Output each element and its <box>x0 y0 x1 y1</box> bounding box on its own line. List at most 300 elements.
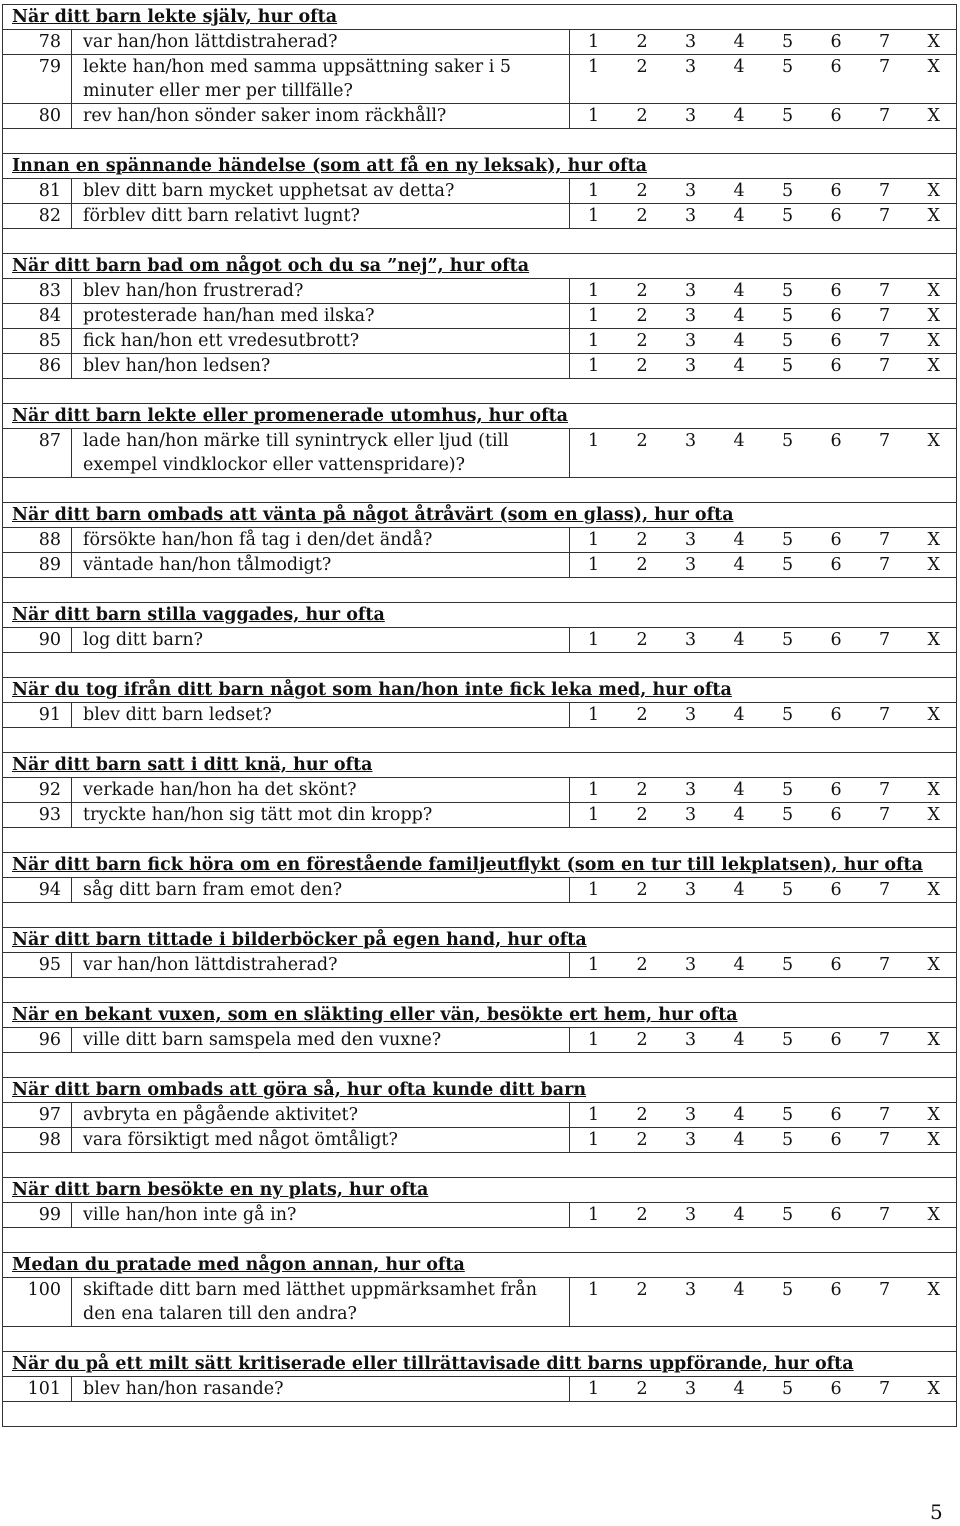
rating-option[interactable]: 6 <box>830 1130 842 1150</box>
rating-option[interactable]: 2 <box>636 630 648 650</box>
rating-option[interactable]: 6 <box>830 206 842 226</box>
rating-option[interactable]: 7 <box>879 555 891 575</box>
spacer-cell <box>3 978 957 1003</box>
rating-option[interactable]: 7 <box>879 306 891 326</box>
rating-option[interactable]: 7 <box>879 57 891 77</box>
rating-scale <box>570 953 957 978</box>
question-row <box>3 1278 957 1327</box>
rating-option[interactable]: 2 <box>636 281 648 301</box>
spacer-cell <box>3 229 957 254</box>
question-row <box>3 1377 957 1402</box>
rating-option[interactable]: 2 <box>636 880 648 900</box>
section-heading: När ditt barn ombads att vänta på något åtråvärt (som en glass), hur ofta <box>3 503 957 528</box>
rating-option[interactable]: 6 <box>830 331 842 351</box>
rating-option[interactable]: X <box>927 955 940 975</box>
rating-option[interactable]: 4 <box>733 1379 745 1399</box>
question-number: 85 <box>3 329 72 354</box>
rating-option[interactable]: 3 <box>685 805 697 825</box>
rating-option[interactable]: X <box>927 431 940 451</box>
rating-option[interactable]: 7 <box>879 356 891 376</box>
rating-option[interactable]: 5 <box>782 431 794 451</box>
rating-option[interactable]: 3 <box>685 880 697 900</box>
rating-scale <box>570 55 957 104</box>
rating-option[interactable]: 5 <box>782 1205 794 1225</box>
rating-option[interactable]: X <box>927 780 940 800</box>
rating-option[interactable]: 3 <box>685 1130 697 1150</box>
rating-option[interactable]: X <box>927 805 940 825</box>
question-number: 84 <box>3 304 72 329</box>
rating-option[interactable]: 5 <box>782 331 794 351</box>
rating-option[interactable]: 7 <box>879 880 891 900</box>
rating-option[interactable]: 4 <box>733 1280 745 1300</box>
rating-option[interactable]: X <box>927 530 940 550</box>
question-number: 90 <box>3 628 72 653</box>
rating-option[interactable]: 4 <box>733 32 745 52</box>
rating-option[interactable]: 2 <box>636 1130 648 1150</box>
rating-option[interactable]: 2 <box>636 331 648 351</box>
rating-scale <box>570 628 957 653</box>
rating-option[interactable]: 1 <box>588 331 600 351</box>
rating-option[interactable]: 3 <box>685 356 697 376</box>
spacer-row <box>3 1053 957 1078</box>
rating-option[interactable]: 1 <box>588 555 600 575</box>
rating-option[interactable]: 7 <box>879 1205 891 1225</box>
rating-option[interactable]: 4 <box>733 356 745 376</box>
rating-option[interactable]: 5 <box>782 705 794 725</box>
rating-option[interactable]: 7 <box>879 331 891 351</box>
rating-option[interactable]: 5 <box>782 780 794 800</box>
rating-option[interactable]: 6 <box>830 705 842 725</box>
rating-option[interactable]: 1 <box>588 705 600 725</box>
question-text: lade han/hon märke till synintryck eller ljud (till exempel vindklockor eller vattenspridare)? <box>72 429 570 478</box>
rating-option[interactable]: 1 <box>588 955 600 975</box>
section-heading-row <box>3 853 957 878</box>
rating-option[interactable]: 7 <box>879 32 891 52</box>
question-number: 92 <box>3 778 72 803</box>
rating-option[interactable]: 4 <box>733 106 745 126</box>
rating-option[interactable]: 2 <box>636 780 648 800</box>
rating-option[interactable]: 3 <box>685 181 697 201</box>
spacer-row <box>3 379 957 404</box>
question-row <box>3 179 957 204</box>
rating-option[interactable]: 6 <box>830 1379 842 1399</box>
rating-option[interactable]: 7 <box>879 705 891 725</box>
question-text: såg ditt barn fram emot den? <box>72 878 570 903</box>
rating-option[interactable]: 1 <box>588 431 600 451</box>
section-heading-row <box>3 1352 957 1377</box>
rating-option[interactable]: 5 <box>782 1105 794 1125</box>
rating-option[interactable]: 1 <box>588 1130 600 1150</box>
rating-option[interactable]: 1 <box>588 181 600 201</box>
rating-option[interactable]: 5 <box>782 630 794 650</box>
rating-option[interactable]: 1 <box>588 306 600 326</box>
rating-option[interactable]: 6 <box>830 805 842 825</box>
rating-option[interactable]: 6 <box>830 1030 842 1050</box>
section-heading: När en bekant vuxen, som en släkting eller vän, besökte ert hem, hur ofta <box>3 1003 957 1028</box>
question-number: 88 <box>3 528 72 553</box>
rating-option[interactable]: 3 <box>685 630 697 650</box>
rating-option[interactable]: X <box>927 306 940 326</box>
rating-option[interactable]: 3 <box>685 281 697 301</box>
rating-option[interactable]: 5 <box>782 1130 794 1150</box>
rating-option[interactable]: 2 <box>636 431 648 451</box>
rating-option[interactable]: X <box>927 32 940 52</box>
spacer-cell <box>3 1327 957 1352</box>
rating-option[interactable]: 3 <box>685 1205 697 1225</box>
question-text: vara försiktigt med något ömtåligt? <box>72 1128 570 1153</box>
rating-option[interactable]: X <box>927 880 940 900</box>
rating-option[interactable]: 7 <box>879 805 891 825</box>
rating-option[interactable]: 1 <box>588 281 600 301</box>
rating-option[interactable]: 7 <box>879 1379 891 1399</box>
rating-scale <box>570 1278 957 1327</box>
rating-option[interactable]: 2 <box>636 57 648 77</box>
question-row <box>3 30 957 55</box>
question-text: blev han/hon rasande? <box>72 1377 570 1402</box>
rating-option[interactable]: 6 <box>830 356 842 376</box>
rating-option[interactable]: 6 <box>830 1280 842 1300</box>
question-text: tryckte han/hon sig tätt mot din kropp? <box>72 803 570 828</box>
rating-option[interactable]: 7 <box>879 206 891 226</box>
rating-option[interactable]: 4 <box>733 630 745 650</box>
rating-option[interactable]: 1 <box>588 1205 600 1225</box>
section-heading-row <box>3 154 957 179</box>
rating-option[interactable]: 1 <box>588 57 600 77</box>
rating-option[interactable]: 5 <box>782 1379 794 1399</box>
spacer-row <box>3 229 957 254</box>
question-row <box>3 55 957 104</box>
question-text: blev ditt barn mycket upphetsat av detta? <box>72 179 570 204</box>
rating-option[interactable]: X <box>927 106 940 126</box>
rating-option[interactable]: 1 <box>588 206 600 226</box>
rating-scale <box>570 179 957 204</box>
section-heading: När ditt barn tittade i bilderböcker på egen hand, hur ofta <box>3 928 957 953</box>
rating-option[interactable]: 6 <box>830 1105 842 1125</box>
rating-option[interactable]: X <box>927 206 940 226</box>
rating-option[interactable]: 1 <box>588 880 600 900</box>
spacer-cell <box>3 129 957 154</box>
rating-option[interactable]: 4 <box>733 530 745 550</box>
rating-option[interactable]: 3 <box>685 32 697 52</box>
question-text: blev han/hon ledsen? <box>72 354 570 379</box>
spacer-row <box>3 129 957 154</box>
rating-scale <box>570 429 957 478</box>
question-number: 87 <box>3 429 72 478</box>
rating-scale <box>570 1103 957 1128</box>
question-text: protesterade han/han med ilska? <box>72 304 570 329</box>
rating-option[interactable]: 2 <box>636 181 648 201</box>
rating-option[interactable]: 2 <box>636 206 648 226</box>
rating-option[interactable]: 6 <box>830 530 842 550</box>
rating-scale <box>570 878 957 903</box>
rating-option[interactable]: 1 <box>588 530 600 550</box>
rating-option[interactable]: 4 <box>733 1205 745 1225</box>
rating-option[interactable]: 5 <box>782 106 794 126</box>
spacer-cell <box>3 1053 957 1078</box>
section-heading: När ditt barn besökte en ny plats, hur ofta <box>3 1178 957 1203</box>
spacer-row <box>3 828 957 853</box>
rating-option[interactable]: 5 <box>782 181 794 201</box>
rating-option[interactable]: 4 <box>733 57 745 77</box>
rating-option[interactable]: X <box>927 331 940 351</box>
rating-option[interactable]: 2 <box>636 955 648 975</box>
rating-option[interactable]: 4 <box>733 331 745 351</box>
rating-option[interactable]: 2 <box>636 356 648 376</box>
spacer-cell <box>3 653 957 678</box>
question-row <box>3 553 957 578</box>
question-text: försökte han/hon få tag i den/det ändå? <box>72 528 570 553</box>
question-text: avbryta en pågående aktivitet? <box>72 1103 570 1128</box>
rating-option[interactable]: 1 <box>588 356 600 376</box>
rating-option[interactable]: 6 <box>830 32 842 52</box>
spacer-cell <box>3 728 957 753</box>
question-row <box>3 1203 957 1228</box>
rating-option[interactable]: 4 <box>733 431 745 451</box>
rating-option[interactable]: 1 <box>588 1105 600 1125</box>
rating-option[interactable]: X <box>927 181 940 201</box>
rating-scale <box>570 1377 957 1402</box>
rating-option[interactable]: X <box>927 555 940 575</box>
spacer-row <box>3 1153 957 1178</box>
rating-option[interactable]: 3 <box>685 1379 697 1399</box>
rating-option[interactable]: 1 <box>588 1379 600 1399</box>
rating-option[interactable]: 4 <box>733 880 745 900</box>
rating-option[interactable]: X <box>927 1105 940 1125</box>
rating-option[interactable]: 5 <box>782 805 794 825</box>
rating-option[interactable]: X <box>927 1379 940 1399</box>
rating-option[interactable]: 2 <box>636 106 648 126</box>
section-heading: När ditt barn ombads att göra så, hur ofta kunde ditt barn <box>3 1078 957 1103</box>
question-number: 97 <box>3 1103 72 1128</box>
rating-option[interactable]: 4 <box>733 181 745 201</box>
question-row <box>3 429 957 478</box>
rating-scale <box>570 1203 957 1228</box>
rating-option[interactable]: X <box>927 630 940 650</box>
rating-option[interactable]: 5 <box>782 880 794 900</box>
rating-option[interactable]: 7 <box>879 1030 891 1050</box>
section-heading-row <box>3 1178 957 1203</box>
section-heading: När du på ett milt sätt kritiserade eller tillrättavisade ditt barns uppförande, hur ofta <box>3 1352 957 1377</box>
rating-option[interactable]: 3 <box>685 555 697 575</box>
spacer-cell <box>3 1153 957 1178</box>
question-row <box>3 1128 957 1153</box>
question-number: 91 <box>3 703 72 728</box>
rating-option[interactable]: 7 <box>879 431 891 451</box>
spacer-cell <box>3 478 957 503</box>
rating-option[interactable]: 2 <box>636 530 648 550</box>
question-row <box>3 304 957 329</box>
rating-option[interactable]: 5 <box>782 1280 794 1300</box>
rating-option[interactable]: 5 <box>782 1030 794 1050</box>
rating-option[interactable]: 1 <box>588 1030 600 1050</box>
rating-option[interactable]: 6 <box>830 57 842 77</box>
rating-option[interactable]: 3 <box>685 106 697 126</box>
rating-scale <box>570 204 957 229</box>
rating-option[interactable]: 2 <box>636 1379 648 1399</box>
rating-option[interactable]: 5 <box>782 530 794 550</box>
rating-option[interactable]: 6 <box>830 431 842 451</box>
rating-option[interactable]: 2 <box>636 1280 648 1300</box>
rating-option[interactable]: X <box>927 1130 940 1150</box>
rating-option[interactable]: 4 <box>733 1030 745 1050</box>
rating-option[interactable]: 7 <box>879 106 891 126</box>
rating-option[interactable]: 3 <box>685 306 697 326</box>
rating-option[interactable]: 1 <box>588 1280 600 1300</box>
section-heading-row <box>3 5 957 30</box>
rating-option[interactable]: 5 <box>782 356 794 376</box>
rating-option[interactable]: 2 <box>636 1030 648 1050</box>
rating-option[interactable]: 4 <box>733 555 745 575</box>
rating-option[interactable]: 7 <box>879 281 891 301</box>
rating-option[interactable]: 7 <box>879 1280 891 1300</box>
rating-option[interactable]: 4 <box>733 955 745 975</box>
rating-option[interactable]: 2 <box>636 32 648 52</box>
rating-option[interactable]: 6 <box>830 555 842 575</box>
rating-option[interactable]: X <box>927 281 940 301</box>
section-heading: När ditt barn satt i ditt knä, hur ofta <box>3 753 957 778</box>
rating-option[interactable]: 5 <box>782 281 794 301</box>
rating-scale <box>570 1128 957 1153</box>
rating-scale <box>570 778 957 803</box>
section-heading-row <box>3 1253 957 1278</box>
section-heading: När ditt barn bad om något och du sa ”nej”, hur ofta <box>3 254 957 279</box>
section-heading: När ditt barn lekte eller promenerade utomhus, hur ofta <box>3 404 957 429</box>
rating-option[interactable]: 5 <box>782 555 794 575</box>
rating-option[interactable]: 3 <box>685 1105 697 1125</box>
rating-option[interactable]: 6 <box>830 955 842 975</box>
rating-option[interactable]: 6 <box>830 630 842 650</box>
rating-option[interactable]: 7 <box>879 1105 891 1125</box>
rating-option[interactable]: 7 <box>879 530 891 550</box>
questionnaire-table <box>2 4 957 1427</box>
rating-option[interactable]: 5 <box>782 955 794 975</box>
rating-option[interactable]: 3 <box>685 1030 697 1050</box>
rating-option[interactable]: X <box>927 1280 940 1300</box>
rating-scale <box>570 329 957 354</box>
rating-option[interactable]: 5 <box>782 206 794 226</box>
question-text: log ditt barn? <box>72 628 570 653</box>
section-heading-row <box>3 603 957 628</box>
rating-option[interactable]: 7 <box>879 955 891 975</box>
rating-scale <box>570 553 957 578</box>
rating-option[interactable]: 2 <box>636 705 648 725</box>
spacer-cell <box>3 903 957 928</box>
rating-option[interactable]: 2 <box>636 805 648 825</box>
rating-option[interactable]: 4 <box>733 1105 745 1125</box>
rating-scale <box>570 279 957 304</box>
question-text: ville han/hon inte gå in? <box>72 1203 570 1228</box>
spacer-cell <box>3 578 957 603</box>
rating-option[interactable]: X <box>927 57 940 77</box>
question-number: 79 <box>3 55 72 104</box>
rating-option[interactable]: 3 <box>685 57 697 77</box>
rating-option[interactable]: 6 <box>830 181 842 201</box>
rating-option[interactable]: 5 <box>782 306 794 326</box>
rating-option[interactable]: 6 <box>830 281 842 301</box>
question-number: 83 <box>3 279 72 304</box>
rating-option[interactable]: X <box>927 356 940 376</box>
rating-scale <box>570 354 957 379</box>
question-number: 94 <box>3 878 72 903</box>
rating-option[interactable]: 5 <box>782 32 794 52</box>
question-row <box>3 878 957 903</box>
rating-option[interactable]: 3 <box>685 331 697 351</box>
spacer-row <box>3 903 957 928</box>
rating-option[interactable]: 4 <box>733 780 745 800</box>
question-number: 98 <box>3 1128 72 1153</box>
rating-option[interactable]: 6 <box>830 780 842 800</box>
rating-option[interactable]: 4 <box>733 206 745 226</box>
section-heading: Innan en spännande händelse (som att få en ny leksak), hur ofta <box>3 154 957 179</box>
rating-option[interactable]: 7 <box>879 181 891 201</box>
rating-scale <box>570 104 957 129</box>
rating-option[interactable]: 6 <box>830 880 842 900</box>
spacer-row <box>3 1327 957 1352</box>
rating-scale <box>570 304 957 329</box>
rating-option[interactable]: 2 <box>636 1205 648 1225</box>
question-row <box>3 703 957 728</box>
rating-option[interactable]: X <box>927 705 940 725</box>
rating-option[interactable]: 7 <box>879 630 891 650</box>
rating-option[interactable]: 5 <box>782 57 794 77</box>
rating-option[interactable]: 7 <box>879 780 891 800</box>
rating-option[interactable]: 3 <box>685 780 697 800</box>
rating-scale <box>570 30 957 55</box>
rating-option[interactable]: 4 <box>733 306 745 326</box>
rating-option[interactable]: 3 <box>685 705 697 725</box>
rating-option[interactable]: 6 <box>830 1205 842 1225</box>
rating-option[interactable]: 2 <box>636 555 648 575</box>
question-number: 100 <box>3 1278 72 1327</box>
rating-option[interactable]: 1 <box>588 780 600 800</box>
rating-option[interactable]: 2 <box>636 306 648 326</box>
rating-option[interactable]: 1 <box>588 32 600 52</box>
rating-option[interactable]: 3 <box>685 1280 697 1300</box>
rating-option[interactable]: X <box>927 1205 940 1225</box>
question-row <box>3 628 957 653</box>
question-number: 96 <box>3 1028 72 1053</box>
rating-option[interactable]: 2 <box>636 1105 648 1125</box>
rating-option[interactable]: 3 <box>685 530 697 550</box>
rating-option[interactable]: 6 <box>830 106 842 126</box>
rating-option[interactable]: 1 <box>588 630 600 650</box>
rating-option[interactable]: 4 <box>733 281 745 301</box>
rating-option[interactable]: 3 <box>685 955 697 975</box>
rating-option[interactable]: 7 <box>879 1130 891 1150</box>
spacer-row <box>3 1402 957 1427</box>
rating-option[interactable]: 1 <box>588 805 600 825</box>
rating-option[interactable]: 4 <box>733 705 745 725</box>
question-number: 95 <box>3 953 72 978</box>
question-number: 86 <box>3 354 72 379</box>
rating-option[interactable]: 3 <box>685 431 697 451</box>
rating-option[interactable]: 1 <box>588 106 600 126</box>
rating-option[interactable]: 3 <box>685 206 697 226</box>
question-text: fick han/hon ett vredesutbrott? <box>72 329 570 354</box>
section-heading-row <box>3 254 957 279</box>
spacer-row <box>3 478 957 503</box>
rating-option[interactable]: 4 <box>733 805 745 825</box>
question-row <box>3 354 957 379</box>
question-number: 81 <box>3 179 72 204</box>
question-row <box>3 528 957 553</box>
section-heading: När ditt barn fick höra om en förestående familjeutflykt (som en tur till lekplatsen), hur ofta <box>3 853 957 878</box>
question-row <box>3 279 957 304</box>
section-heading-row <box>3 1078 957 1103</box>
rating-option[interactable]: X <box>927 1030 940 1050</box>
rating-option[interactable]: 4 <box>733 1130 745 1150</box>
rating-option[interactable]: 6 <box>830 306 842 326</box>
